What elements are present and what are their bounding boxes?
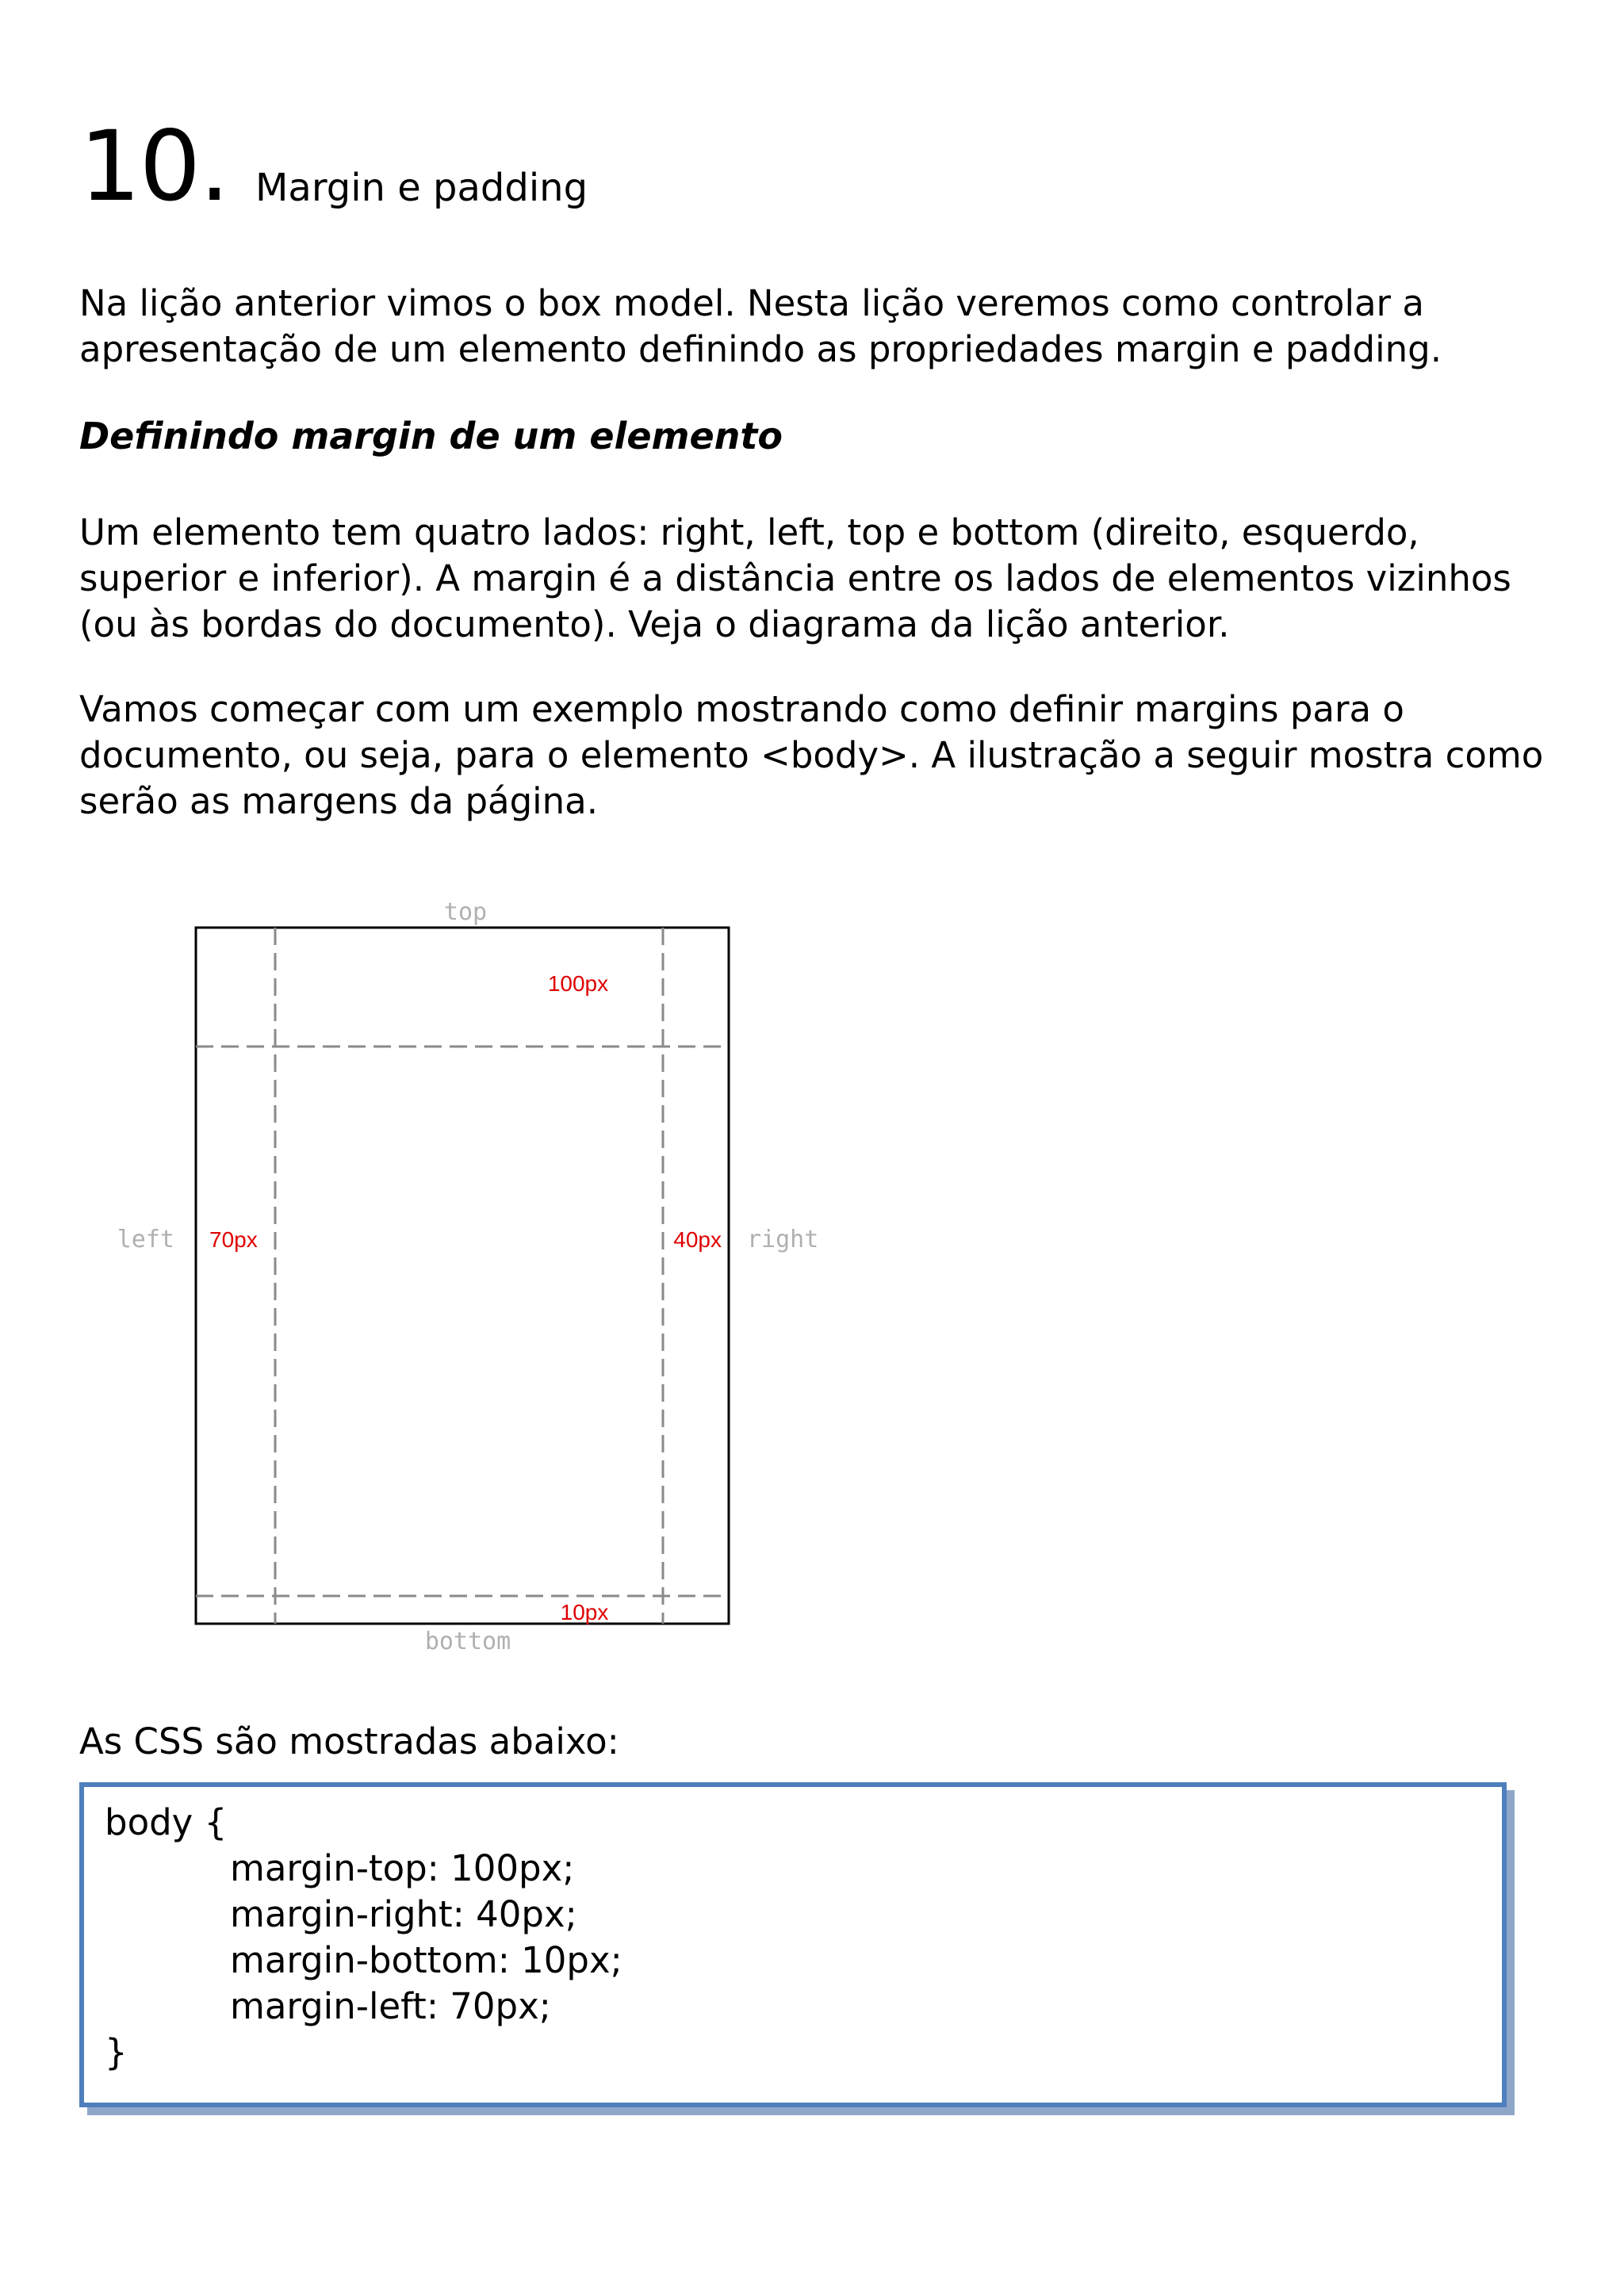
diagram-label-top: top bbox=[443, 898, 488, 926]
code-line: margin-bottom: 10px; bbox=[230, 1939, 622, 1981]
code-line: margin-top: 100px; bbox=[230, 1847, 575, 1889]
section-heading: Definindo margin de um elemento bbox=[79, 415, 783, 457]
code-box bbox=[79, 1782, 1507, 2107]
chapter-number: 10. bbox=[79, 110, 229, 223]
margin-diagram bbox=[0, 888, 888, 1673]
intro-paragraph: Na lição anterior vimos o box model. Nesta lição veremos como controlar a apresentação de um elemento definindo as propriedades margin e padding. bbox=[79, 282, 1442, 370]
code-line: margin-left: 70px; bbox=[230, 1985, 551, 2027]
diagram-value-bottom: 10px bbox=[560, 1600, 609, 1624]
diagram-value-top: 100px bbox=[547, 971, 609, 996]
section-paragraph-2: Vamos começar com um exemplo mostrando como definir margins para o documento, ou seja, para o elemento <body>. A ilustração a seguir mostra como serão as margens da página. bbox=[79, 688, 1544, 822]
diagram-value-left: 70px bbox=[209, 1227, 258, 1252]
css-caption: As CSS são mostradas abaixo: bbox=[79, 1720, 619, 1762]
code-line: margin-right: 40px; bbox=[230, 1893, 577, 1935]
chapter-title: Margin e padding bbox=[255, 166, 588, 210]
diagram-label-right: right bbox=[747, 1226, 819, 1253]
code-line: body { bbox=[105, 1801, 228, 1843]
diagram-value-right: 40px bbox=[673, 1227, 722, 1252]
diagram-label-left: left bbox=[117, 1226, 174, 1253]
code-line: } bbox=[105, 2031, 128, 2073]
diagram-label-bottom: bottom bbox=[424, 1628, 511, 1655]
section-paragraph-1: Um elemento tem quatro lados: right, left, top e bottom (direito, esquerdo, superior e inferior). A margin é a distância entre os lados de elementos vizinhos (ou às bordas do documento). Veja o diagrama da lição anterior. bbox=[79, 511, 1511, 645]
